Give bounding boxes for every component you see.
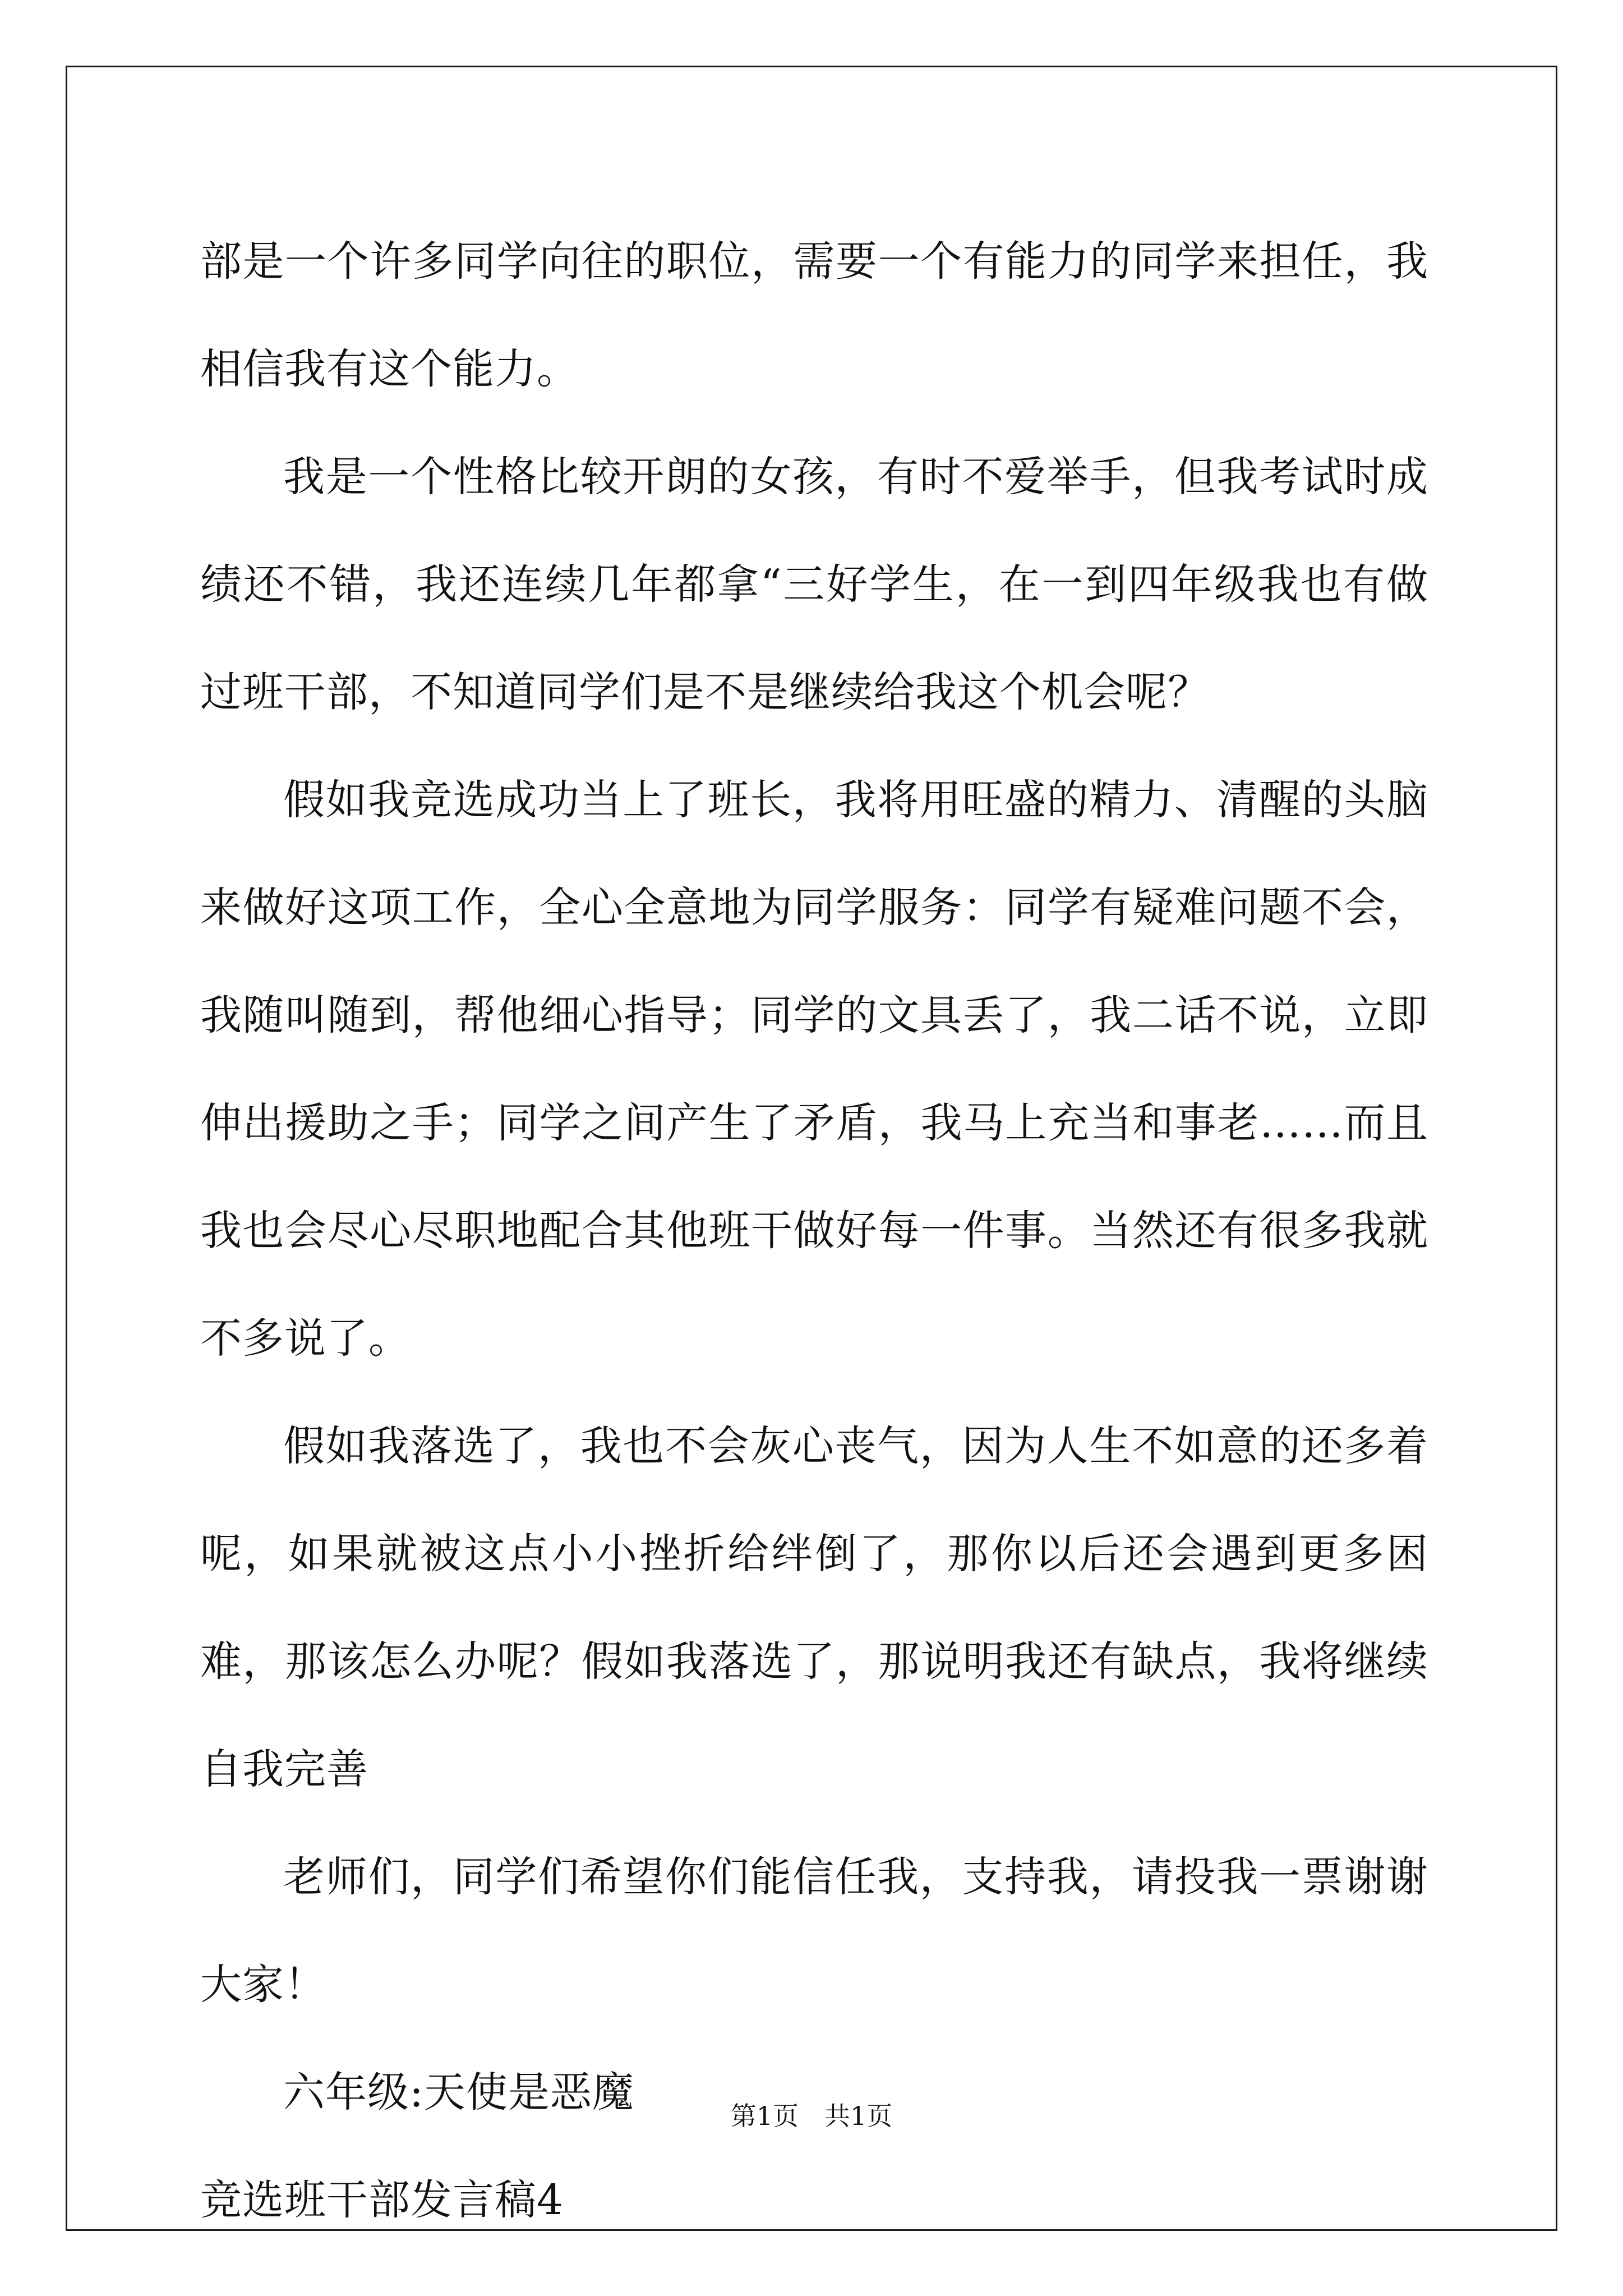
paragraph-5: 老师们，同学们希望你们能信任我，支持我，请投我一票谢谢大家！ — [200, 1853, 1428, 2009]
paragraph-4: 假如我落选了，我也不会灰心丧气，因为人生不如意的还多着呢，如果就被这点小小挫折给绊倒了，那你以后还会遇到更多困难，那该怎么办呢？假如我落选了，那说明我还有缺点，我将继续自我完善 — [200, 1422, 1428, 1793]
page-footer: 第1页 共1页 — [730, 2101, 893, 2131]
section-heading: 竞选班干部发言稿4 — [200, 2176, 564, 2224]
paragraph-2: 我是一个性格比较开朗的女孩，有时不爱举手，但我考试时成绩还不错，我还连续几年都拿“三好学生，在一到四年级我也有做过班干部，不知道同学们是不是继续给我这个机会呢？ — [200, 453, 1428, 716]
paragraph-1: 部是一个许多同学向往的职位，需要一个有能力的同学来担任，我相信我有这个能力。 — [200, 237, 1428, 393]
paragraph-3: 假如我竞选成功当上了班长，我将用旺盛的精力、清醒的头脑来做好这项工作，全心全意地为同学服务：同学有疑难问题不会，我随叫随到，帮他细心指导；同学的文具丢了，我二话不说，立即伸出援助之手；同学之间产生了矛盾，我马上充当和事老……而且我也会尽心尽职地配合其他班干做好每一件事。当然还有很多我就不多说了。 — [200, 776, 1428, 1363]
document-body — [200, 208, 1428, 2254]
paragraph-6: 六年级:天使是恶魔 — [283, 2068, 634, 2116]
